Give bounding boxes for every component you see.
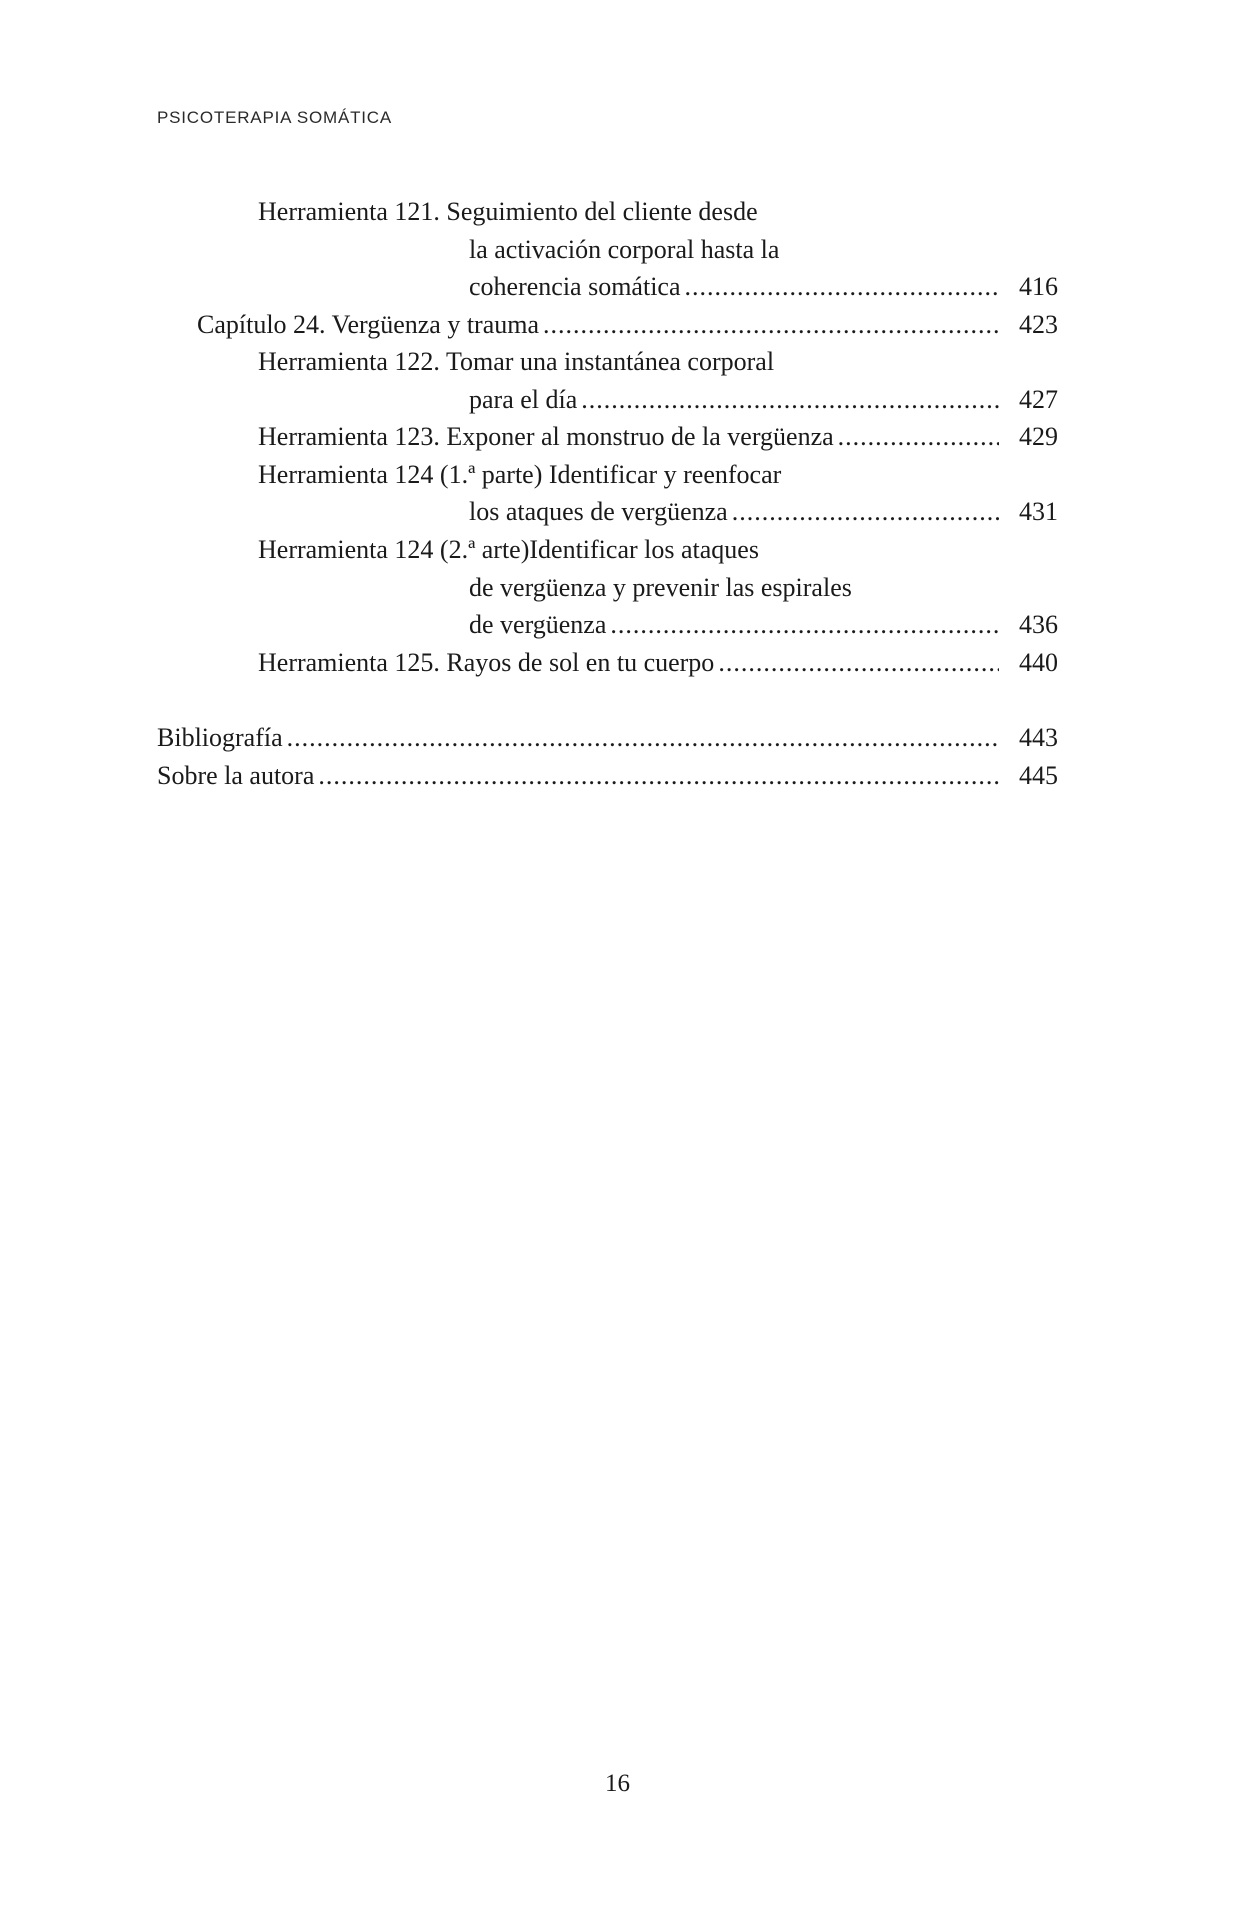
toc-line xyxy=(469,228,779,266)
toc-entry-text: para el día xyxy=(469,385,578,414)
toc-entry[interactable] xyxy=(157,716,1058,754)
dot-leader xyxy=(318,760,999,792)
dot-leader xyxy=(685,271,1000,303)
toc-entry-text: Herramienta 124 (1.ª parte) Identificar y reenfocar xyxy=(258,460,782,489)
toc-line xyxy=(258,453,781,491)
toc-page-number: 431 xyxy=(1019,497,1058,526)
dot-leader xyxy=(610,609,999,641)
toc-page-number: 429 xyxy=(1019,422,1058,451)
toc-page-number: 427 xyxy=(1019,385,1058,414)
dot-leader xyxy=(581,384,999,416)
toc-entry[interactable] xyxy=(469,490,1058,528)
toc-entry-text: Herramienta 124 (2.ª arte)Identificar los ataques xyxy=(258,535,759,564)
toc-line xyxy=(258,528,759,566)
toc-entry[interactable] xyxy=(469,378,1058,416)
dot-leader xyxy=(718,647,999,679)
toc-entry[interactable] xyxy=(258,415,1058,453)
dot-leader xyxy=(287,722,999,754)
toc-entry-text: Herramienta 125. Rayos de sol en tu cuerpo xyxy=(258,648,715,677)
toc-entry-text: los ataques de vergüenza xyxy=(469,497,728,526)
toc-line xyxy=(258,340,774,378)
toc-entry[interactable] xyxy=(258,641,1058,679)
toc-entry-text: Sobre la autora xyxy=(157,761,315,790)
toc-entry-text: coherencia somática xyxy=(469,272,681,301)
toc-entry-text: Herramienta 122. Tomar una instantánea corporal xyxy=(258,347,775,376)
toc-entry-text: de vergüenza y prevenir las espirales xyxy=(469,573,852,602)
running-head: PSICOTERAPIA SOMÁTICA xyxy=(157,108,393,127)
toc-entry-text: Capítulo 24. Vergüenza y trauma xyxy=(197,310,540,339)
toc-entry-text: de vergüenza xyxy=(469,610,607,639)
toc-entry[interactable] xyxy=(469,603,1058,641)
dot-leader xyxy=(543,309,999,341)
dot-leader xyxy=(838,421,999,453)
toc-page-number: 443 xyxy=(1019,723,1058,752)
toc-page-number: 416 xyxy=(1019,272,1058,301)
dot-leader xyxy=(732,496,999,528)
toc-entry[interactable] xyxy=(197,303,1058,341)
toc-page-number: 423 xyxy=(1019,310,1058,339)
toc-entry-text: Herramienta 121. Seguimiento del cliente desde xyxy=(258,197,758,226)
toc-page-number: 440 xyxy=(1019,648,1058,677)
toc-page-number: 445 xyxy=(1019,761,1058,790)
page-number: 16 xyxy=(605,1770,630,1797)
toc-line xyxy=(469,566,852,604)
toc-entry[interactable] xyxy=(469,265,1058,303)
toc-entry-text: Herramienta 123. Exponer al monstruo de la vergüenza xyxy=(258,422,834,451)
toc-entry-text: la activación corporal hasta la xyxy=(469,235,780,264)
toc-entry-text: Bibliografía xyxy=(157,723,283,752)
toc-line xyxy=(258,190,758,228)
toc-entry[interactable] xyxy=(157,754,1058,792)
toc-page-number: 436 xyxy=(1019,610,1058,639)
